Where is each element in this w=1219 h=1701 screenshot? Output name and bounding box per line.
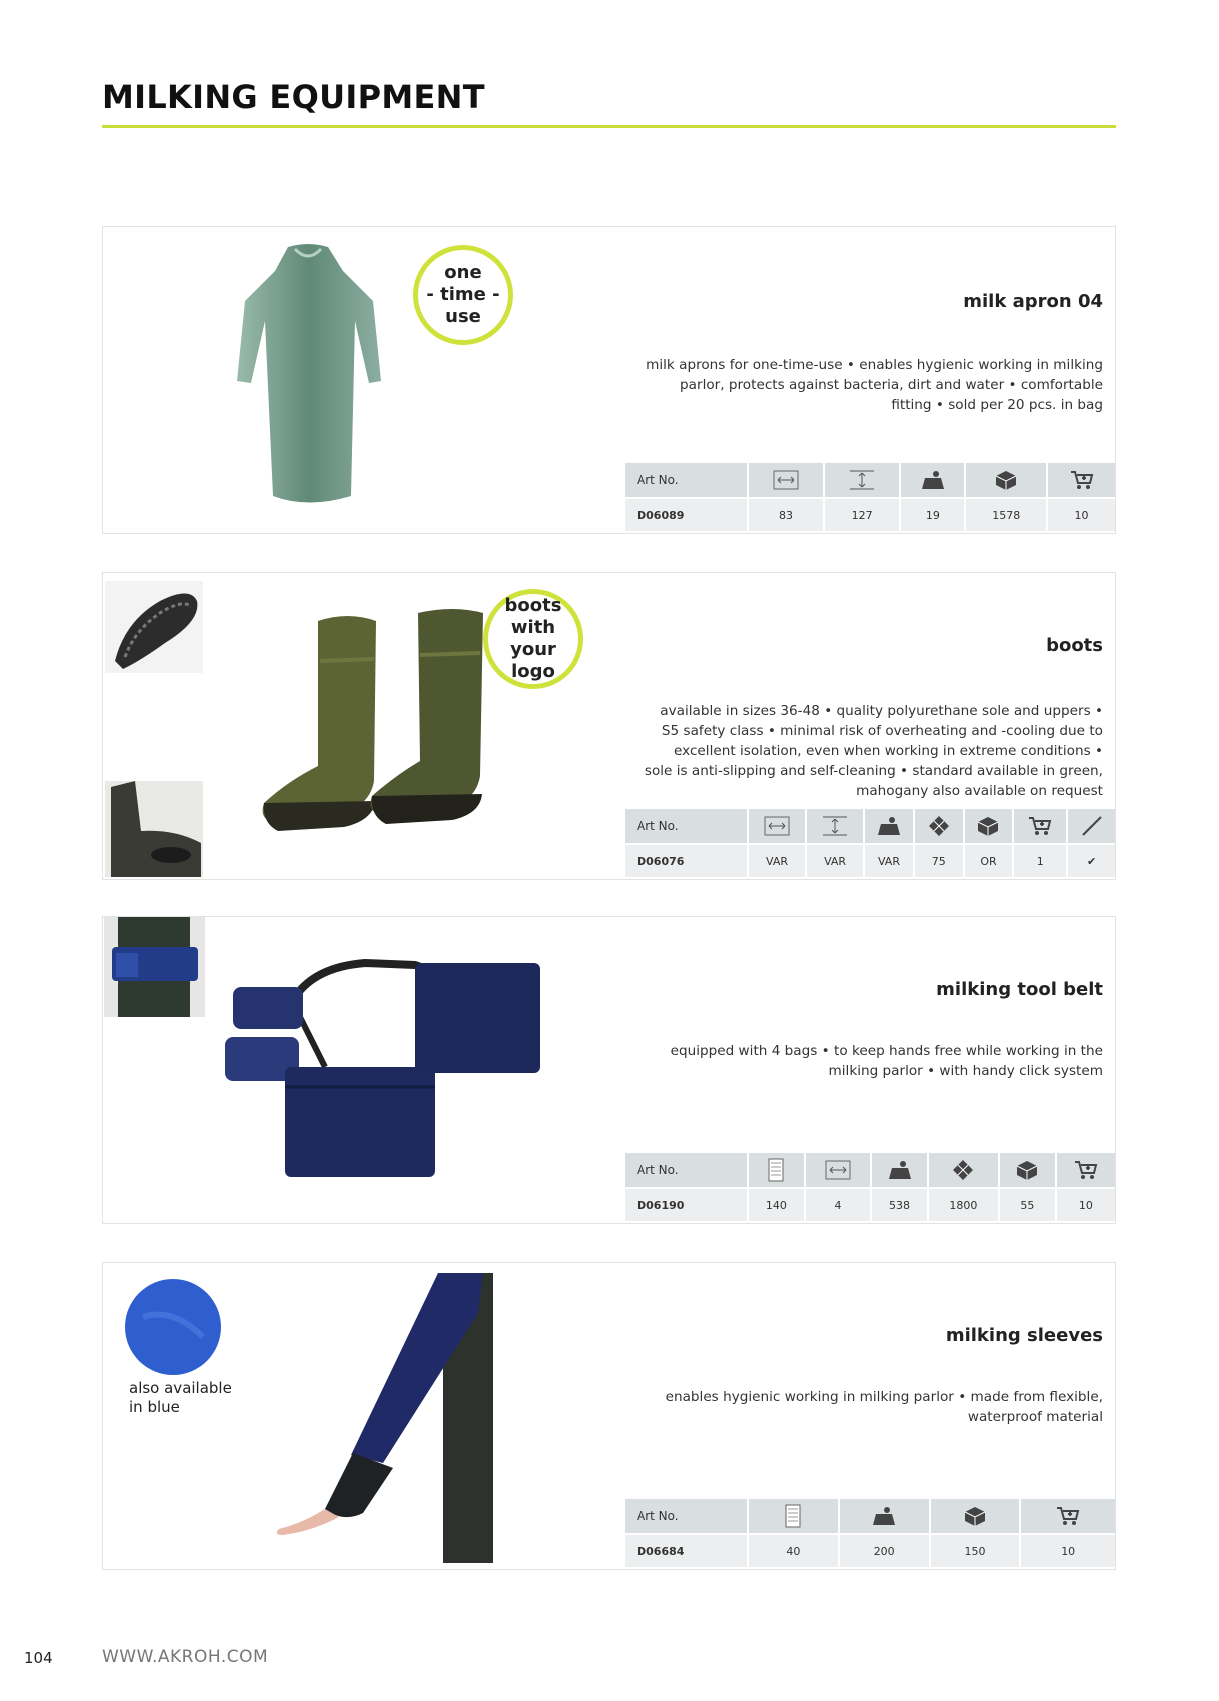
spec-value: 55 bbox=[999, 1188, 1056, 1221]
website-link[interactable]: WWW.AKROH.COM bbox=[102, 1647, 269, 1667]
description-line: waterproof material bbox=[967, 1409, 1103, 1425]
art-number: D06076 bbox=[625, 844, 748, 877]
description-line: fitting • sold per 20 pcs. in bag bbox=[891, 397, 1103, 413]
art-number: D06089 bbox=[625, 498, 748, 531]
belt-image bbox=[215, 957, 575, 1207]
spec-value: VAR bbox=[806, 844, 864, 877]
spec-value: 19 bbox=[900, 498, 965, 531]
spec-value: 1578 bbox=[965, 498, 1047, 531]
spec-value: 83 bbox=[748, 498, 824, 531]
cart-icon bbox=[1056, 1153, 1115, 1188]
spec-table bbox=[625, 463, 1115, 531]
apron-image bbox=[233, 241, 383, 511]
badge-line: - time - bbox=[426, 284, 500, 305]
spec-value: 127 bbox=[824, 498, 900, 531]
pen-icon bbox=[1067, 809, 1115, 844]
spec-value: ✔ bbox=[1067, 844, 1115, 877]
badge-boots-with-your-logo bbox=[483, 589, 583, 689]
spec-value: OR bbox=[964, 844, 1014, 877]
spec-table bbox=[625, 1153, 1115, 1221]
cart-icon bbox=[1013, 809, 1067, 844]
art-no-header: Art No. bbox=[625, 1153, 748, 1188]
product-card-milking-sleeves bbox=[102, 1262, 1116, 1570]
spec-value: VAR bbox=[748, 844, 806, 877]
pallet-icon bbox=[928, 1153, 999, 1188]
spec-value: 1 bbox=[1013, 844, 1067, 877]
description-line: milking parlor • with handy click system bbox=[828, 1063, 1103, 1079]
spec-value: 75 bbox=[914, 844, 964, 877]
art-no-header: Art No. bbox=[625, 463, 748, 498]
spec-value: 10 bbox=[1056, 1188, 1115, 1221]
description-line: milk aprons for one-time-use • enables hygienic working in milking bbox=[646, 357, 1103, 373]
badge-line: one bbox=[444, 262, 482, 283]
description-line: S5 safety class • minimal risk of overheating and -cooling due to bbox=[661, 723, 1103, 739]
note-line: also available bbox=[129, 1379, 232, 1397]
box-icon bbox=[999, 1153, 1056, 1188]
blue-swatch bbox=[123, 1277, 223, 1377]
badge-line: logo bbox=[511, 661, 555, 682]
spec-table bbox=[625, 809, 1115, 877]
spec-value: 140 bbox=[748, 1188, 805, 1221]
spec-value: 538 bbox=[871, 1188, 928, 1221]
height-icon bbox=[824, 463, 900, 498]
sleeves-image bbox=[243, 1273, 493, 1563]
product-name: milk apron 04 bbox=[963, 291, 1103, 312]
product-name: boots bbox=[1046, 635, 1103, 656]
cart-icon bbox=[1047, 463, 1115, 498]
pallet-icon bbox=[914, 809, 964, 844]
product-name: milking sleeves bbox=[945, 1325, 1103, 1346]
art-no-header: Art No. bbox=[625, 809, 748, 844]
product-description bbox=[671, 1041, 1103, 1081]
spec-value: 200 bbox=[839, 1534, 930, 1567]
boot-heel-image bbox=[105, 781, 203, 877]
length-icon bbox=[748, 1499, 839, 1534]
width-icon bbox=[748, 809, 806, 844]
spec-value: 40 bbox=[748, 1534, 839, 1567]
description-line: equipped with 4 bags • to keep hands free while working in the bbox=[670, 1043, 1103, 1059]
product-card-milk-apron bbox=[102, 226, 1116, 534]
product-description bbox=[666, 1387, 1103, 1427]
cart-icon bbox=[1020, 1499, 1115, 1534]
box-icon bbox=[930, 1499, 1021, 1534]
description-line: enables hygienic working in milking parlor • made from flexible, bbox=[665, 1389, 1103, 1405]
box-icon bbox=[965, 463, 1047, 498]
width-icon bbox=[805, 1153, 871, 1188]
blue-availability-note bbox=[129, 1379, 232, 1417]
description-line: mahogany also available on request bbox=[856, 783, 1103, 799]
spec-value: 150 bbox=[930, 1534, 1021, 1567]
weight-icon bbox=[864, 809, 914, 844]
product-card-milking-tool-belt bbox=[102, 916, 1116, 1224]
spec-value: 4 bbox=[805, 1188, 871, 1221]
title-underline bbox=[102, 125, 1116, 128]
spec-value: VAR bbox=[864, 844, 914, 877]
badge-line: with your bbox=[510, 617, 556, 660]
width-icon bbox=[748, 463, 824, 498]
product-description bbox=[646, 355, 1103, 415]
box-icon bbox=[964, 809, 1014, 844]
product-card-boots bbox=[102, 572, 1116, 880]
product-name: milking tool belt bbox=[936, 979, 1103, 1000]
height-icon bbox=[806, 809, 864, 844]
note-line: in blue bbox=[129, 1398, 180, 1416]
description-line: excellent isolation, even when working in extreme conditions • bbox=[674, 743, 1103, 759]
spec-value: 1800 bbox=[928, 1188, 999, 1221]
spec-value: 10 bbox=[1020, 1534, 1115, 1567]
page-title: MILKING EQUIPMENT bbox=[102, 78, 485, 116]
badge-one-time-use bbox=[413, 245, 513, 345]
description-line: sole is anti-slipping and self-cleaning • standard available in green, bbox=[644, 763, 1103, 779]
badge-line: use bbox=[445, 306, 481, 327]
length-icon bbox=[748, 1153, 805, 1188]
art-number: D06190 bbox=[625, 1188, 748, 1221]
boot-sole-image bbox=[105, 581, 203, 673]
belt-worn-image bbox=[104, 917, 205, 1017]
weight-icon bbox=[871, 1153, 928, 1188]
spec-table bbox=[625, 1499, 1115, 1567]
weight-icon bbox=[900, 463, 965, 498]
spec-value: 10 bbox=[1047, 498, 1115, 531]
description-line: available in sizes 36-48 • quality polyurethane sole and uppers • bbox=[660, 703, 1103, 719]
art-no-header: Art No. bbox=[625, 1499, 748, 1534]
description-line: parlor, protects against bacteria, dirt and water • comfortable bbox=[680, 377, 1103, 393]
product-description bbox=[645, 701, 1103, 801]
page-number: 104 bbox=[24, 1649, 53, 1667]
weight-icon bbox=[839, 1499, 930, 1534]
art-number: D06684 bbox=[625, 1534, 748, 1567]
badge-line: boots bbox=[504, 595, 562, 616]
